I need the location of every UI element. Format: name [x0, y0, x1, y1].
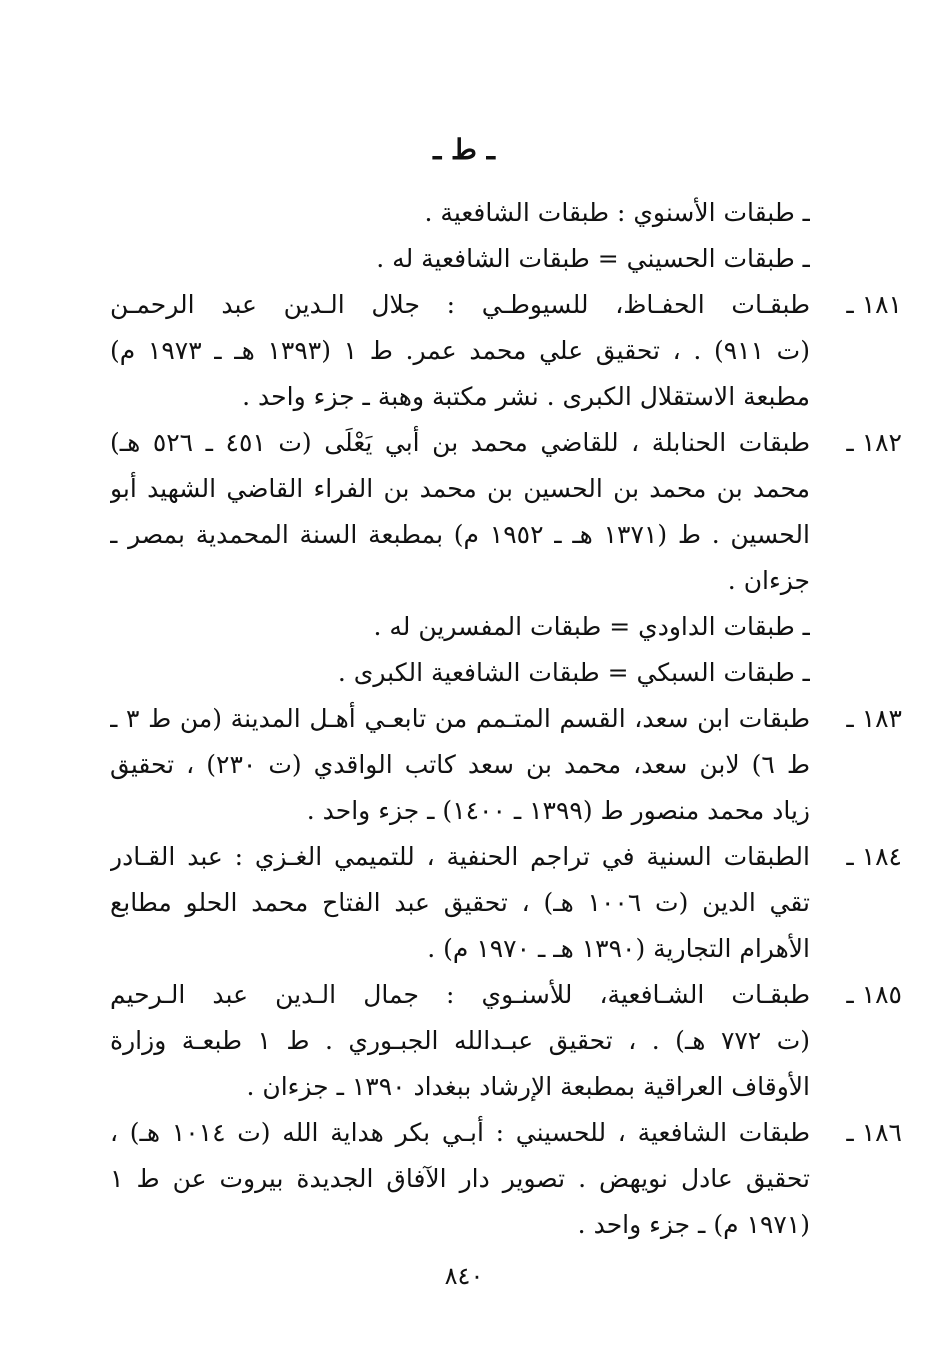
numbered-entry	[110, 972, 902, 1110]
section-letter-heading: ـ ط ـ	[433, 133, 495, 166]
numbered-entry	[110, 696, 902, 834]
entry-number: ١٨٢ ـ	[846, 428, 902, 457]
entry-line: ط ٦) لابن سعد، محمد بن سعد كاتب الواقدي (ت ٢٣٠) ، تحقيق	[110, 750, 810, 779]
entry-line: ـ طبقات الأسنوي : طبقات الشافعية .	[424, 198, 810, 227]
numbered-entry	[110, 834, 902, 972]
entry-line: تحقيق عادل نويهض . تصوير دار الآفاق الجديدة بيروت عن ط ١	[110, 1164, 810, 1193]
entry-line: طبقات ابن سعد، القسم المتـمم من تابعـي أهـل المدينة (من ط ٣ ـ	[110, 704, 810, 733]
entry-line: طبقات الحنابلة ، للقاضي محمد بن أبي يَعْلَى (ت ٤٥١ ـ ٥٢٦ هـ)	[110, 428, 810, 457]
entry-line: جزءان .	[727, 566, 810, 595]
entry-number: ١٨٣ ـ	[846, 704, 902, 733]
entry-number: ١٨٦ ـ	[846, 1118, 902, 1147]
entry-line: ـ طبقات الحسيني = طبقات الشافعية له .	[376, 244, 810, 273]
entry-number: ١٨١ ـ	[846, 290, 902, 319]
bibliography-entries	[110, 190, 902, 1248]
entry-line: طبقـات الحفـاظ، للسيوطـي : جلال الـدين عبد الرحمـن	[110, 290, 810, 319]
entry-line: زياد محمد منصور ط (١٣٩٩ ـ ١٤٠٠) ـ جزء واحد .	[306, 796, 810, 825]
entry-line: مطبعة الاستقلال الكبرى . نشر مكتبة وهبة ـ جزء واحد .	[242, 382, 810, 411]
cross-reference-entry	[110, 190, 810, 236]
cross-reference-entry	[110, 604, 810, 650]
entry-number: ١٨٥ ـ	[846, 980, 902, 1009]
entry-number: ١٨٤ ـ	[846, 842, 902, 871]
entry-line: الأوقاف العراقية بمطبعة الإرشاد ببغداد ١٣٩٠ ـ جزءان .	[246, 1072, 810, 1101]
cross-reference-entry	[110, 650, 810, 696]
entry-line: ـ طبقات الداودي = طبقات المفسرين له .	[373, 612, 810, 641]
entry-line: محمد بن محمد بن الحسين بن محمد بن الفراء القاضي الشهيد أبو	[110, 474, 810, 503]
entry-line: الحسين . ط (١٣٧١ هـ ـ ١٩٥٢ م) بمطبعة السنة المحمدية بمصر ـ	[110, 520, 810, 549]
entry-line: (ت ٩١١) . ، تحقيق علي محمد عمر. ط ١ (١٣٩٣ هـ ـ ١٩٧٣ م)	[110, 336, 810, 365]
page-number: ٨٤٠	[444, 1262, 484, 1290]
numbered-entry	[110, 282, 902, 420]
numbered-entry	[110, 420, 902, 604]
cross-reference-entry	[110, 236, 810, 282]
entry-line: الأهرام التجارية (١٣٩٠ هـ ـ ١٩٧٠ م) .	[427, 934, 810, 963]
entry-line: (ت ٧٧٢ هـ) . ، تحقيق عبـدالله الجبـوري . ط ١ طبعـة وزارة	[110, 1026, 810, 1055]
entry-line: الطبقات السنية في تراجم الحنفية ، للتميمي الغـزي : عبد القـادر	[110, 842, 810, 871]
entry-line: تقي الدين (ت ١٠٠٦ هـ) ، تحقيق عبد الفتاح محمد الحلو مطابع	[110, 888, 810, 917]
numbered-entry	[110, 1110, 902, 1248]
entry-line: طبقـات الشـافعية، للأسنـوي : جمال الـدين عبد الـرحيم	[110, 980, 810, 1009]
entry-line: طبقات الشافعية ، للحسيني : أبـي بكر هداية الله (ت ١٠١٤ هـ) ،	[110, 1118, 810, 1147]
entry-line: ـ طبقات السبكي = طبقات الشافعية الكبرى .	[337, 658, 810, 687]
entry-line: (١٩٧١ م) ـ جزء واحد .	[577, 1210, 810, 1239]
